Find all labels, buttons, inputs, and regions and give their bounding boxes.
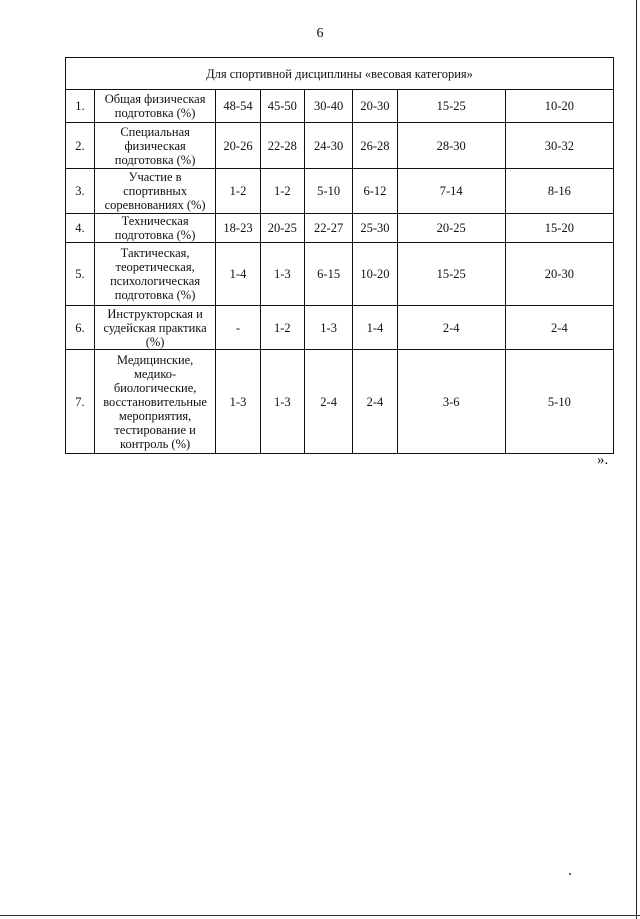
table-row (66, 214, 614, 243)
value-cell: 1-3 (260, 243, 304, 306)
value-cell: 2-4 (505, 306, 613, 350)
value-cell: 2-4 (397, 306, 505, 350)
page-number: 6 (316, 26, 324, 41)
value-cell: 20-26 (216, 123, 260, 169)
row-number: 1. (66, 90, 95, 123)
table-row (66, 243, 614, 306)
value-cell: 48-54 (216, 90, 260, 123)
value-cell: 20-25 (260, 214, 304, 243)
page-edge (636, 0, 637, 919)
value-cell: 24-30 (304, 123, 352, 169)
value-cell: 22-28 (260, 123, 304, 169)
row-number: 5. (66, 243, 95, 306)
value-cell: 20-30 (353, 90, 397, 123)
table-row (66, 350, 614, 454)
value-cell: 5-10 (505, 350, 613, 454)
value-cell: 10-20 (353, 243, 397, 306)
row-number: 7. (66, 350, 95, 454)
row-number: 4. (66, 214, 95, 243)
table-row (66, 169, 614, 214)
value-cell: 1-4 (353, 306, 397, 350)
value-cell: 1-3 (304, 306, 352, 350)
value-cell: 1-2 (216, 169, 260, 214)
training-norms-table (65, 57, 614, 454)
training-type-cell: Техническая подготовка (%) (94, 214, 216, 243)
value-cell: 1-2 (260, 169, 304, 214)
row-number: 3. (66, 169, 95, 214)
table-row (66, 306, 614, 350)
table-header: Для спортивной дисциплины «весовая категория» (66, 58, 614, 90)
value-cell: 30-32 (505, 123, 613, 169)
training-type-cell: Инструкторская и судейская практика (%) (94, 306, 216, 350)
training-type-cell: Медицинские, медико-биологические, восстановительные мероприятия, тестирование и контроль (%) (94, 350, 216, 454)
training-type-cell: Специальная физическая подготовка (%) (94, 123, 216, 169)
value-cell: 1-3 (260, 350, 304, 454)
value-cell: 20-30 (505, 243, 613, 306)
value-cell: 2-4 (353, 350, 397, 454)
value-cell: 15-25 (397, 90, 505, 123)
value-cell: 15-20 (505, 214, 613, 243)
value-cell: 18-23 (216, 214, 260, 243)
closing-quote: ». (597, 452, 609, 468)
value-cell: 25-30 (353, 214, 397, 243)
value-cell: 30-40 (304, 90, 352, 123)
value-cell: 6-12 (353, 169, 397, 214)
value-cell: 26-28 (353, 123, 397, 169)
table-row (66, 123, 614, 169)
page-edge (0, 915, 640, 916)
row-number: 2. (66, 123, 95, 169)
value-cell: 1-3 (216, 350, 260, 454)
value-cell: 8-16 (505, 169, 613, 214)
row-number: 6. (66, 306, 95, 350)
value-cell: 3-6 (397, 350, 505, 454)
training-type-cell: Общая физическая подготовка (%) (94, 90, 216, 123)
value-cell: 22-27 (304, 214, 352, 243)
scan-speck (569, 873, 571, 875)
training-type-cell: Участие в спортивных соревнованиях (%) (94, 169, 216, 214)
value-cell: 2-4 (304, 350, 352, 454)
value-cell: 7-14 (397, 169, 505, 214)
value-cell: 1-4 (216, 243, 260, 306)
value-cell: 45-50 (260, 90, 304, 123)
training-type-cell: Тактическая, теоретическая, психологическая подготовка (%) (94, 243, 216, 306)
value-cell: 20-25 (397, 214, 505, 243)
table-row (66, 90, 614, 123)
value-cell: 10-20 (505, 90, 613, 123)
table-header-row (66, 58, 614, 90)
value-cell: 28-30 (397, 123, 505, 169)
value-cell: 5-10 (304, 169, 352, 214)
value-cell: 6-15 (304, 243, 352, 306)
value-cell: 1-2 (260, 306, 304, 350)
value-cell: - (216, 306, 260, 350)
value-cell: 15-25 (397, 243, 505, 306)
